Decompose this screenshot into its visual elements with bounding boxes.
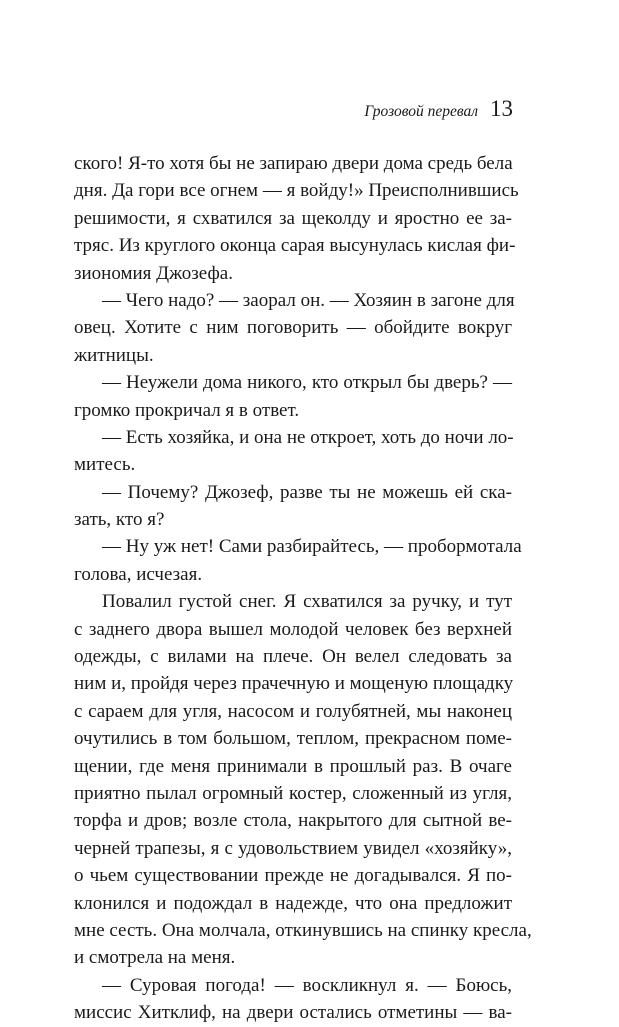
text-line: и смотрела на меня. [74, 947, 236, 969]
text-line: миссис Хитклиф, на двери остались отметины — ва- [74, 1002, 512, 1024]
text-line: — Почему? Джозеф, разве ты не можешь ей ска- [102, 481, 512, 503]
text-line: дня. Да гори все огнем — я войду!» Преисполнившись [74, 180, 519, 202]
text-line: Повалил густой снег. Я схватился за ручку, и тут [102, 591, 512, 613]
text-line: о чьем существовании прежде не догадывался. Я по- [74, 865, 512, 887]
text-line: клонился и подождал в надежде, что она предложит [74, 892, 512, 914]
text-line: громко прокричал я в ответ. [74, 399, 300, 421]
text-line: — Ну уж нет! Сами разбирайтесь, — пробормотала [102, 536, 522, 558]
body-text [74, 150, 532, 1027]
text-line: с заднего двора вышел молодой человек без верхней [74, 618, 512, 640]
text-line: — Неужели дома никого, кто открыл бы дверь? — [102, 372, 512, 394]
text-line: житницы. [74, 344, 154, 366]
text-line: зиономия Джозефа. [74, 262, 233, 284]
text-line: решимости, я схватился за щеколду и яростно ее за- [74, 207, 512, 229]
running-header [364, 96, 513, 122]
text-line: мне сесть. Она молчала, откинувшись на спинку кресла, [74, 919, 532, 941]
text-line: митесь. [74, 454, 136, 476]
text-line: приятно пылал огромный костер, сложенный из угля, [74, 782, 512, 804]
text-line: торфа и дров; возле стола, накрытого для сытной ве- [74, 810, 512, 832]
text-line: — Чего надо? — заорал он. — Хозяин в загоне для [102, 289, 515, 311]
text-line: овец. Хотите с ним поговорить — обойдите вокруг [74, 317, 512, 339]
text-line: черней трапезы, я с удовольствием увидел «хозяйку», [74, 837, 512, 859]
text-line: зать, кто я? [74, 509, 165, 531]
running-title: Грозовой перевал [364, 103, 478, 120]
text-line: ним и, пройдя через прачечную и мощеную площадку [74, 673, 514, 695]
text-line: голова, исчезая. [74, 563, 203, 585]
text-line: щении, где меня принимали в прошлый раз. В очаге [74, 755, 512, 777]
text-line: тряс. Из круглого оконца сарая высунулась кислая фи- [74, 235, 516, 257]
text-line: — Есть хозяйка, и она не откроет, хоть до ночи ло- [102, 426, 514, 448]
text-line: ского! Я-то хотя бы не запираю двери дома средь бела [74, 153, 513, 174]
text-line: одежды, с вилами на плече. Он велел следовать за [74, 646, 512, 668]
text-line: — Суровая погода! — воскликнул я. — Боюсь, [102, 974, 512, 996]
page-number: 13 [490, 96, 513, 121]
text-line: с сараем для угля, насосом и голубятней, мы наконец [74, 700, 512, 722]
text-line: очутились в том большом, теплом, прекрасном поме- [74, 728, 512, 750]
